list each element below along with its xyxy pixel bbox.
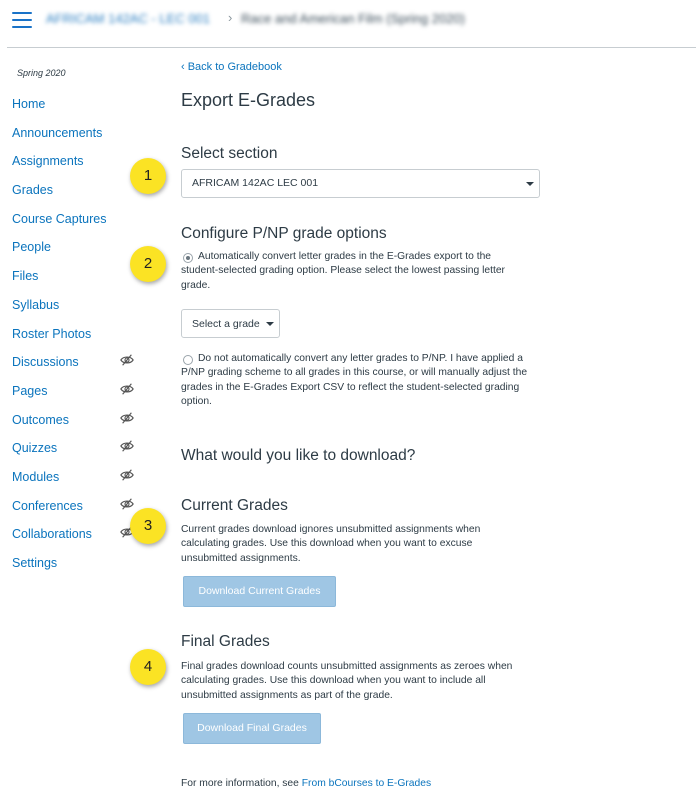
term-label: Spring 2020	[17, 68, 66, 78]
sidebar-item-label: Files	[12, 269, 39, 284]
select-section-heading: Select section	[181, 145, 278, 162]
e-grades-help-link[interactable]: From bCourses to E-Grades	[301, 778, 432, 789]
callout-badge-2: 2	[130, 246, 166, 282]
sidebar-item-label: Conferences	[12, 498, 83, 513]
sidebar-item-label: Quizzes	[12, 441, 58, 456]
hidden-eye-icon	[120, 353, 134, 367]
hidden-eye-icon	[120, 382, 134, 396]
sidebar-item-label: Collaborations	[12, 527, 92, 542]
sidebar-item-announcements[interactable]	[12, 124, 134, 153]
sidebar-item-assignments[interactable]	[12, 152, 134, 181]
sidebar-item-files[interactable]	[12, 267, 134, 296]
callout-badge-4: 4	[130, 649, 166, 685]
download-final-grades-button[interactable]: Download Final Grades	[183, 713, 321, 744]
sidebar-item-quizzes[interactable]	[12, 439, 134, 468]
breadcrumb-separator: ›	[228, 10, 233, 25]
callout-badge-1: 1	[130, 158, 166, 194]
sidebar-item-label: Course Captures	[12, 211, 107, 226]
sidebar-item-label: Roster Photos	[12, 326, 92, 341]
sidebar-item-label: Home	[12, 97, 46, 111]
sidebar-item-label: Settings	[12, 556, 58, 570]
sidebar-item-grades[interactable]	[12, 181, 134, 210]
hidden-eye-icon	[120, 468, 134, 482]
sidebar-item-label: People	[12, 240, 51, 255]
sidebar-item-home[interactable]	[12, 95, 134, 124]
current-grades-description: Current grades download ignores unsubmitted assignments when calculating grades. Use this download when you want to excuse unsubmitted assignments.	[181, 524, 481, 564]
sidebar-item-settings[interactable]	[12, 554, 134, 583]
hidden-eye-icon	[120, 439, 134, 453]
top-navigation-bar	[0, 0, 696, 47]
more-info-text	[181, 778, 431, 789]
sidebar-item-label: Modules	[12, 469, 60, 484]
sidebar-item-label: Syllabus	[12, 297, 60, 312]
sidebar-item-label: Outcomes	[12, 412, 69, 427]
final-grades-heading: Final Grades	[181, 633, 270, 650]
sidebar-item-label: Discussions	[12, 355, 79, 370]
sidebar-item-outcomes[interactable]	[12, 411, 134, 440]
breadcrumb-course[interactable]: AFRICAM 142AC - LEC 001	[46, 11, 211, 26]
sidebar-item-course-captures[interactable]	[12, 210, 134, 239]
sidebar-item-modules[interactable]	[12, 468, 134, 497]
sidebar-item-conferences[interactable]	[12, 497, 134, 526]
manual-convert-label: Do not automatically convert any letter grades to P/NP. I have applied a P/NP grading scheme to all grades in this course, or will manually adjust the grades in the E-Grades Export CSV to reflect the student-selected grading option.	[181, 353, 528, 407]
download-current-grades-button[interactable]: Download Current Grades	[183, 576, 336, 607]
hidden-eye-icon	[120, 497, 134, 511]
sidebar-item-roster-photos[interactable]	[12, 325, 134, 354]
sidebar-item-label: Grades	[12, 183, 53, 198]
callout-badge-3: 3	[130, 508, 166, 544]
page-title: Export E-Grades	[181, 90, 316, 110]
sidebar-item-label: Announcements	[12, 125, 103, 140]
breadcrumb-page-title: Race and American Film (Spring 2020)	[241, 11, 465, 26]
sidebar-item-people[interactable]	[12, 238, 134, 267]
hamburger-menu-icon[interactable]	[12, 12, 32, 28]
chevron-down-icon	[526, 182, 534, 186]
final-grades-description: Final grades download counts unsubmitted assignments as zeroes when calculating grades. Use this download when you want to include all unsubmitted assignments as part of the grade.	[181, 661, 513, 701]
lowest-passing-grade-select[interactable]	[181, 309, 280, 338]
back-to-gradebook-link[interactable]: ‹ Back to Gradebook	[181, 61, 282, 73]
current-grades-heading: Current Grades	[181, 497, 288, 514]
sidebar-item-discussions[interactable]	[12, 353, 134, 382]
grade-select-value: Select a grade	[192, 318, 260, 330]
download-heading: What would you like to download?	[181, 447, 416, 464]
sidebar-item-label: Assignments	[12, 154, 84, 169]
chevron-down-icon	[266, 322, 274, 326]
sidebar-item-pages[interactable]	[12, 382, 134, 411]
more-info-prefix: For more information, see	[181, 778, 299, 789]
sidebar-item-syllabus[interactable]	[12, 296, 134, 325]
header-divider	[7, 47, 696, 48]
sidebar-item-collaborations[interactable]	[12, 525, 134, 554]
auto-convert-label: Automatically convert letter grades in the E-Grades export to the student-selected grading option. Please select the lowest passing letter grade.	[181, 251, 505, 291]
section-select-value: AFRICAM 142AC LEC 001	[192, 177, 319, 189]
course-navigation	[12, 95, 134, 583]
section-select[interactable]	[181, 169, 540, 198]
sidebar-item-label: Pages	[12, 383, 48, 398]
pnp-heading: Configure P/NP grade options	[181, 225, 387, 242]
hidden-eye-icon	[120, 411, 134, 425]
